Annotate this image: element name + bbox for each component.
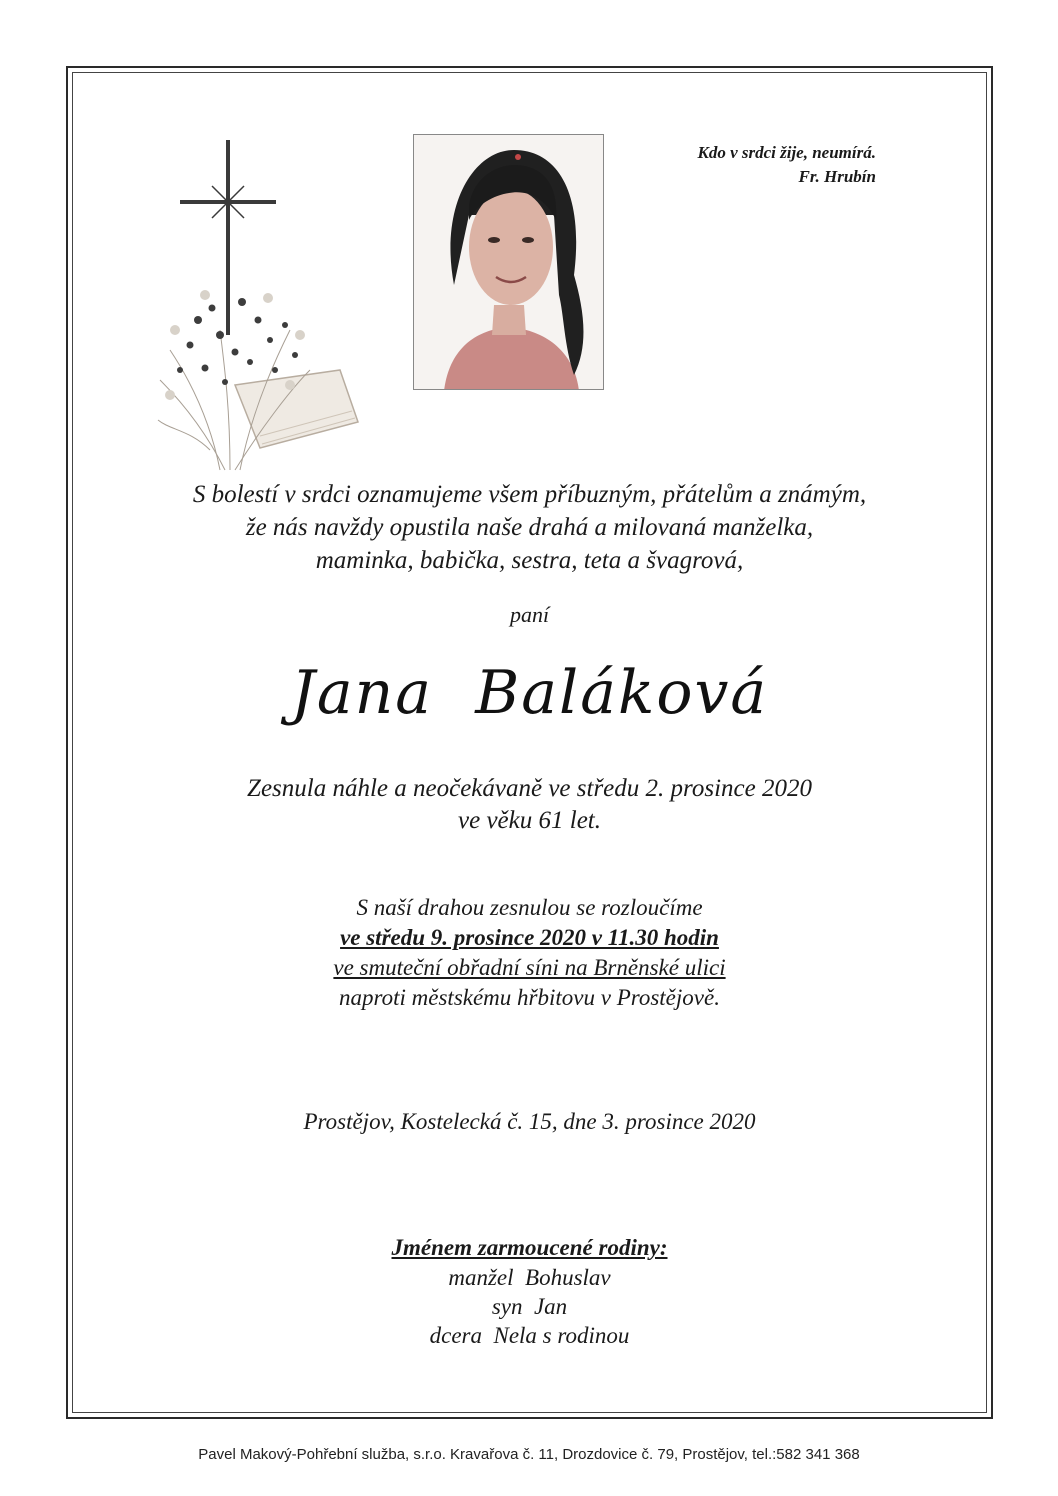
motto-author: Fr. Hrubín <box>798 167 876 186</box>
family-member-1: manžel Bohuslav <box>448 1265 611 1290</box>
cross-flowers-icon <box>150 130 370 480</box>
farewell-date-time: ve středu 9. prosince 2020 v 11.30 hodin <box>340 925 719 950</box>
farewell-place: ve smuteční obřadní síni na Brněnské ulici <box>333 955 726 980</box>
farewell-location: naproti městskému hřbitovu v Prostějově. <box>339 985 720 1010</box>
family-member-2: syn Jan <box>491 1294 568 1319</box>
death-info-line-1: Zesnula náhle a neočekávaně ve středu 2. prosince 2020 <box>247 775 812 802</box>
intro-line-3: maminka, babička, sestra, teta a švagrová, <box>315 547 744 574</box>
death-info-line-2: ve věku 61 let. <box>458 807 601 834</box>
intro-line-1: S bolestí v srdci oznamujeme všem příbuzným, přátelům a známým, <box>192 481 867 508</box>
portrait-icon <box>414 135 604 390</box>
farewell-intro: S naší drahou zesnulou se rozloučíme <box>356 895 703 920</box>
flower-blossoms-icon <box>177 298 298 385</box>
deceased-name: Jana Baláková <box>290 658 769 728</box>
family-heading: Jménem zarmoucené rodiny: <box>391 1235 668 1260</box>
address-date: Prostějov, Kostelecká č. 15, dne 3. prosince 2020 <box>303 1109 756 1134</box>
motto-text: Kdo v srdci žije, neumírá. <box>697 143 876 162</box>
family-member-3: dcera Nela s rodinou <box>429 1323 630 1348</box>
intro-line-2: že nás navždy opustila naše drahá a milovaná manželka, <box>245 514 814 541</box>
book-icon <box>235 370 358 448</box>
portrait-photo <box>413 134 604 390</box>
funeral-service-footer: Pavel Makový-Pohřební služba, s.r.o. Kravařova č. 11, Drozdovice č. 79, Prostějov, tel.:582 341 368 <box>198 1446 860 1463</box>
title-prefix: paní <box>509 602 550 627</box>
cross-icon <box>180 140 276 335</box>
